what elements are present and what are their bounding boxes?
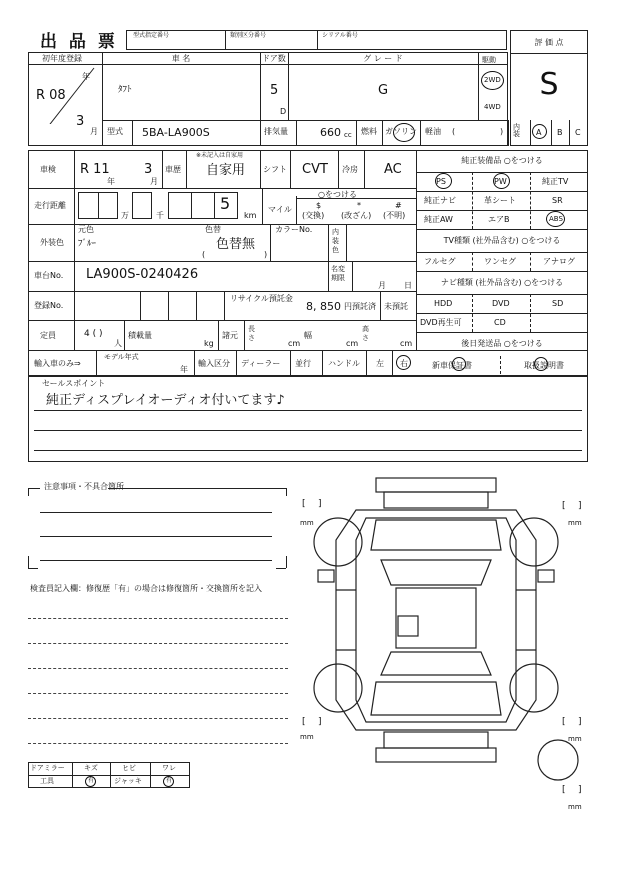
import-dealer: ディーラー (241, 359, 281, 368)
caution-label: 注意事項・不具合箇所 (44, 482, 124, 491)
inspector-label: 検査員記入欄：修復歴「有」の場合は修復箇所・交換箇所を記入 (30, 584, 262, 593)
mileage-circle-note: ○をつける (318, 190, 357, 199)
selected-fuel-circle (393, 123, 415, 142)
mile-option: マイル (268, 205, 292, 214)
fuel-gasoline: ガソリン (385, 127, 417, 136)
interior-color-label: 内装色 (332, 228, 339, 254)
equip-aw: 純正AW (424, 215, 453, 224)
original-color: ﾌﾞﾙｰ (78, 239, 97, 249)
first-reg-year: R 08 (36, 88, 66, 103)
selected-interior-circle (532, 124, 547, 139)
doors-value: 5 (270, 83, 279, 98)
load-label: 積載量 (128, 331, 152, 340)
selected-handle-circle (396, 355, 411, 370)
chassis-number: LA900S-0240426 (86, 267, 199, 282)
mileage-value: 5 (220, 194, 231, 213)
fuel-light-oil: 軽油 (425, 127, 441, 136)
drive-label: 駆動 (482, 56, 496, 64)
ac-label: 冷房 (342, 165, 358, 174)
recycle-deposited: 円預託済 (344, 302, 376, 311)
later-header: 後日発送品 ○をつける (461, 339, 543, 348)
registration-label: 登録No. (34, 301, 64, 310)
selected-drive-circle (481, 71, 504, 90)
chassis-label: 車台No. (34, 271, 64, 280)
dimension-label: 諸元 (222, 331, 238, 340)
equip-sr: SR (552, 196, 563, 205)
first-reg-label: 初年度登録 (42, 54, 82, 63)
drive-4wd: 4WD (484, 103, 501, 111)
mileage-label: 走行距離 (34, 201, 66, 210)
handle-right: 右 (400, 359, 408, 368)
import-parallel: 並行 (295, 359, 311, 368)
drive-2wd: 2WD (484, 76, 501, 84)
car-diagram (296, 470, 596, 790)
import-class-label: 輸入区分 (198, 359, 230, 368)
interior-a: A (536, 128, 542, 137)
model-label: 型式 (107, 127, 123, 136)
equip-pw: PW (494, 177, 507, 186)
fuel-label: 燃料 (361, 127, 377, 136)
equip-navi: 純正ナビ (424, 196, 456, 205)
displacement-label: 排気量 (264, 127, 288, 136)
usage-label: 車歴 (165, 165, 181, 174)
color-label: 外装色 (40, 238, 64, 247)
mileage-exchange: (交換) (302, 211, 325, 220)
mileage-tamper: (改ざん) (341, 211, 372, 220)
capacity-value: 4 ( ) (84, 329, 103, 339)
color-no-label: カラーNo. (275, 225, 313, 234)
name-change-label: 名変期限 (331, 265, 345, 282)
recycle-unpaid: 未預託 (384, 302, 408, 311)
car-name: ﾀﾌﾄ (118, 85, 132, 95)
interior-b: B (557, 128, 563, 137)
equipment-header: 純正装備品 ○をつける (461, 156, 543, 165)
tv-header: TV種類 (社外品含む) ○をつける (443, 236, 561, 245)
car-name-label: 車 名 (171, 54, 191, 63)
doors-label: ドア数 (262, 54, 286, 63)
interior-c: C (575, 128, 581, 137)
handle-left: 左 (376, 359, 384, 368)
first-reg-month: 3 (76, 114, 85, 129)
equip-leather: 革シート (484, 196, 516, 205)
capacity-label: 定員 (40, 331, 56, 340)
eval-label: 評 価 点 (534, 38, 564, 47)
displacement-value: 660 (320, 126, 341, 139)
equip-ps: PS (436, 177, 446, 186)
handle-label: ハンドル (328, 359, 360, 368)
later-warranty: 新車保証書 (432, 361, 472, 370)
grade-label: グ レ ー ド (363, 54, 403, 63)
shift-value: CVT (302, 162, 328, 177)
interior-label: 内装 (513, 123, 520, 138)
repaint-value: 色替無 (216, 237, 256, 252)
usage-note: ※未記入は自家用 (196, 152, 244, 159)
grade-value: G (377, 83, 389, 98)
serial-label: シリアル番号 (322, 32, 358, 39)
navi-header: ナビ種類 (社外品含む) ○をつける (440, 278, 564, 287)
inspection-month: 3 (144, 162, 153, 177)
eval-score: S (539, 67, 559, 102)
recycle-value: 8, 850 (306, 300, 341, 313)
sales-point-text: 純正ディスプレイオーディオ付いてます♪ (46, 393, 285, 408)
recycle-label: リサイクル預託金 (230, 294, 293, 303)
ac-value: AC (384, 162, 402, 177)
form-title: 出 品 票 (40, 32, 118, 52)
model-value: 5BA-LA900S (142, 126, 210, 139)
later-manual: 取扱説明書 (524, 361, 564, 370)
model-cert-label: 型式指定番号 (133, 32, 170, 39)
equip-abs: ABS (549, 215, 563, 223)
equip-tv: 純正TV (542, 177, 569, 186)
class-label: 類別区分番号 (230, 32, 267, 39)
import-label: 輸入車のみ⇒ (34, 359, 81, 368)
inspection-value: R 11 (80, 162, 110, 177)
equip-airbag: エアB (488, 215, 510, 224)
usage-value: 自家用 (206, 163, 246, 178)
sales-point-label: セールスポイント (42, 379, 106, 388)
mileage-unknown: (不明) (383, 211, 406, 220)
shift-label: シフト (263, 165, 287, 174)
inspection-label: 車検 (40, 165, 56, 174)
